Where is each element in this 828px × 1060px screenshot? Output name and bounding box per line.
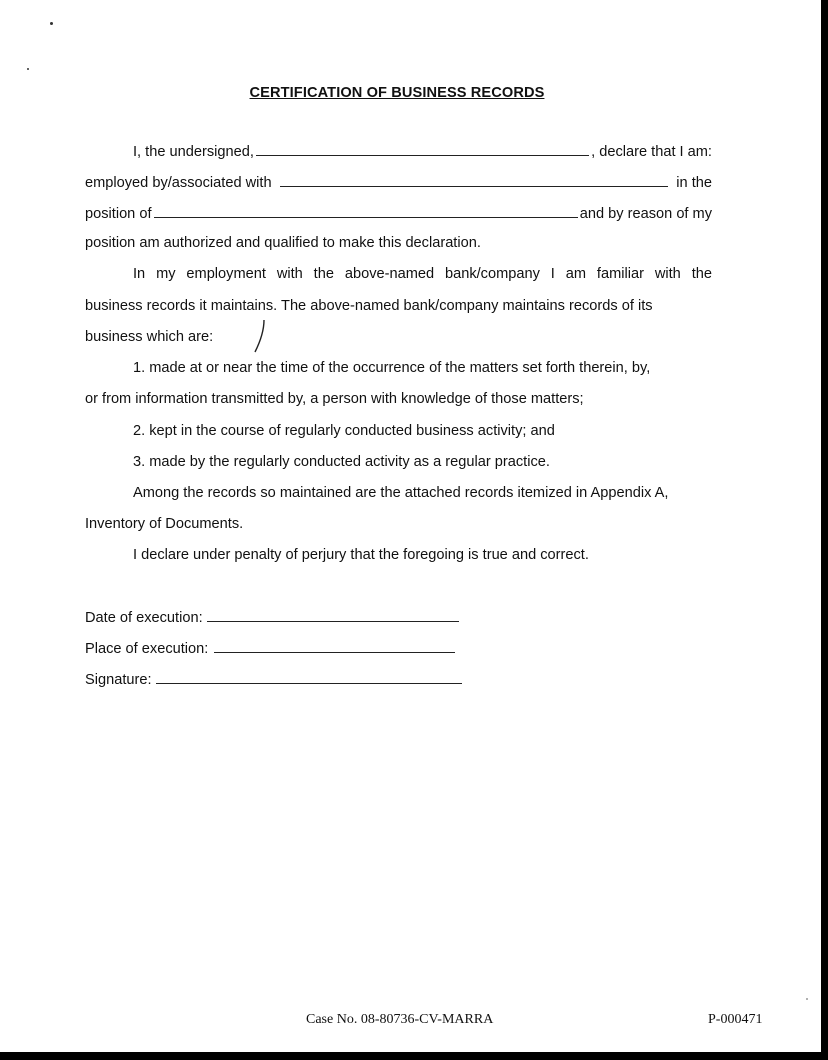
business-which-line: business which are: [85, 329, 214, 345]
word: the [313, 266, 334, 282]
word: familiar [596, 266, 644, 282]
word: bank/company [444, 266, 540, 282]
signature-field [85, 668, 462, 688]
word: my [156, 266, 176, 282]
word: am [565, 266, 587, 282]
signature-blank[interactable] [156, 668, 462, 684]
pen-mark-icon [250, 318, 270, 356]
scan-speck [806, 998, 808, 1000]
word: above-named [344, 266, 435, 282]
date-field [85, 606, 459, 626]
undersigned-label: I, the undersigned, [133, 144, 254, 160]
date-blank[interactable] [207, 606, 459, 622]
word: employment [186, 266, 266, 282]
records-line: business records it maintains. The above-named bank/company maintains records of its [85, 298, 653, 314]
employed-by-label: employed by/associated with [85, 175, 272, 191]
employment-line [133, 264, 712, 284]
word: the [691, 266, 712, 282]
item-2-line: 2. kept in the course of regularly conducted business activity; and [133, 423, 555, 439]
date-label: Date of execution: [85, 610, 203, 626]
position-blank [154, 202, 578, 218]
signature-label: Signature: [85, 672, 152, 688]
appendix-line: Among the records so maintained are the attached records itemized in Appendix A, [133, 485, 669, 501]
perjury-line: I declare under penalty of perjury that the foregoing is true and correct. [133, 547, 589, 563]
word: I [550, 266, 555, 282]
scan-speck [50, 22, 53, 25]
reason-label: and by reason of my [579, 206, 712, 222]
case-number: Case No. 08-80736-CV-MARRA [306, 1012, 494, 1027]
employer-line [85, 171, 712, 191]
document-title: CERTIFICATION OF BUSINESS RECORDS [249, 85, 545, 101]
inventory-line: Inventory of Documents. [85, 516, 244, 532]
word: In [133, 266, 146, 282]
item-3-line: 3. made by the regularly conducted activity as a regular practice. [133, 454, 550, 470]
word: with [654, 266, 681, 282]
position-line [85, 202, 712, 222]
undersigned-line [133, 140, 712, 160]
item-1-line-1: 1. made at or near the time of the occurrence of the matters set forth therein, by, [133, 360, 651, 376]
item-1-line-2: or from information transmitted by, a person with knowledge of those matters; [85, 391, 584, 407]
place-label: Place of execution: [85, 641, 209, 657]
page-id: P-000471 [708, 1012, 763, 1027]
scan-speck [27, 68, 29, 70]
place-blank[interactable] [214, 637, 455, 653]
name-blank [256, 140, 589, 156]
position-of-label: position of [85, 206, 152, 222]
employer-blank [280, 171, 669, 187]
place-field [85, 637, 455, 657]
in-the-label: in the [676, 175, 712, 191]
authorized-line: position am authorized and qualified to make this declaration. [85, 235, 481, 251]
declare-label: , declare that I am: [591, 144, 712, 160]
word: with [276, 266, 303, 282]
